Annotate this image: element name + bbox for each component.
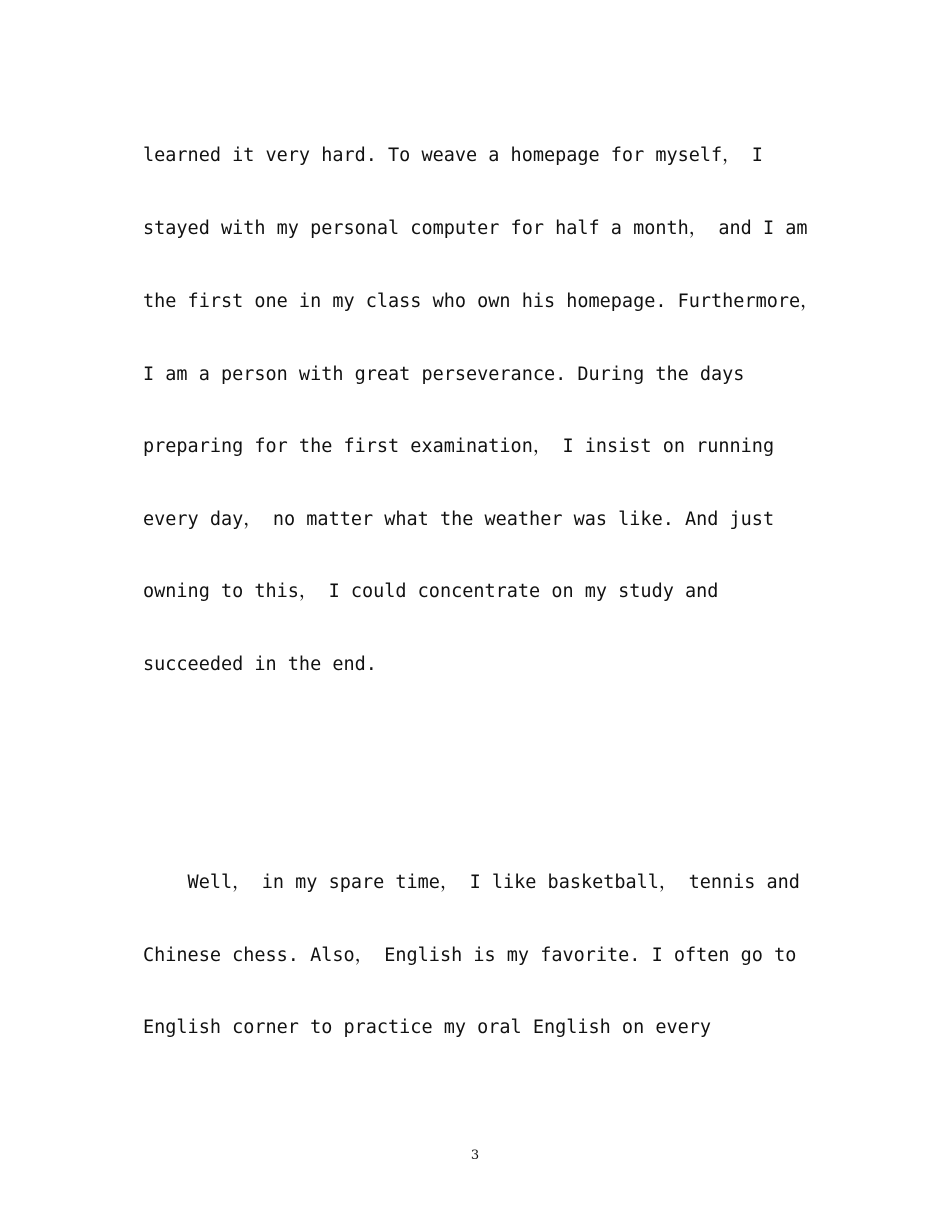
text-line: every day， no matter what the weather was like. And just xyxy=(143,509,775,530)
text-line: stayed with my personal computer for half a month， and I am xyxy=(143,218,808,239)
text-line: I am a person with great perseverance. During the days xyxy=(143,364,745,385)
text-line: English corner to practice my oral English on every xyxy=(143,1017,712,1038)
text-line: owning to this， I could concentrate on my study and xyxy=(143,581,719,602)
text-line: the first one in my class who own his homepage. Furthermore， xyxy=(143,291,819,312)
text-line: preparing for the first examination， I insist on running xyxy=(143,436,775,457)
text-line: Well， in my spare time， I like basketball， tennis and xyxy=(143,872,800,893)
text-line: learned it very hard. To weave a homepage for myself， I xyxy=(143,145,763,166)
text-line: succeeded in the end. xyxy=(143,654,377,675)
page-number: 3 xyxy=(470,1148,480,1163)
text-line: Chinese chess. Also， English is my favorite. I often go to xyxy=(143,945,797,966)
